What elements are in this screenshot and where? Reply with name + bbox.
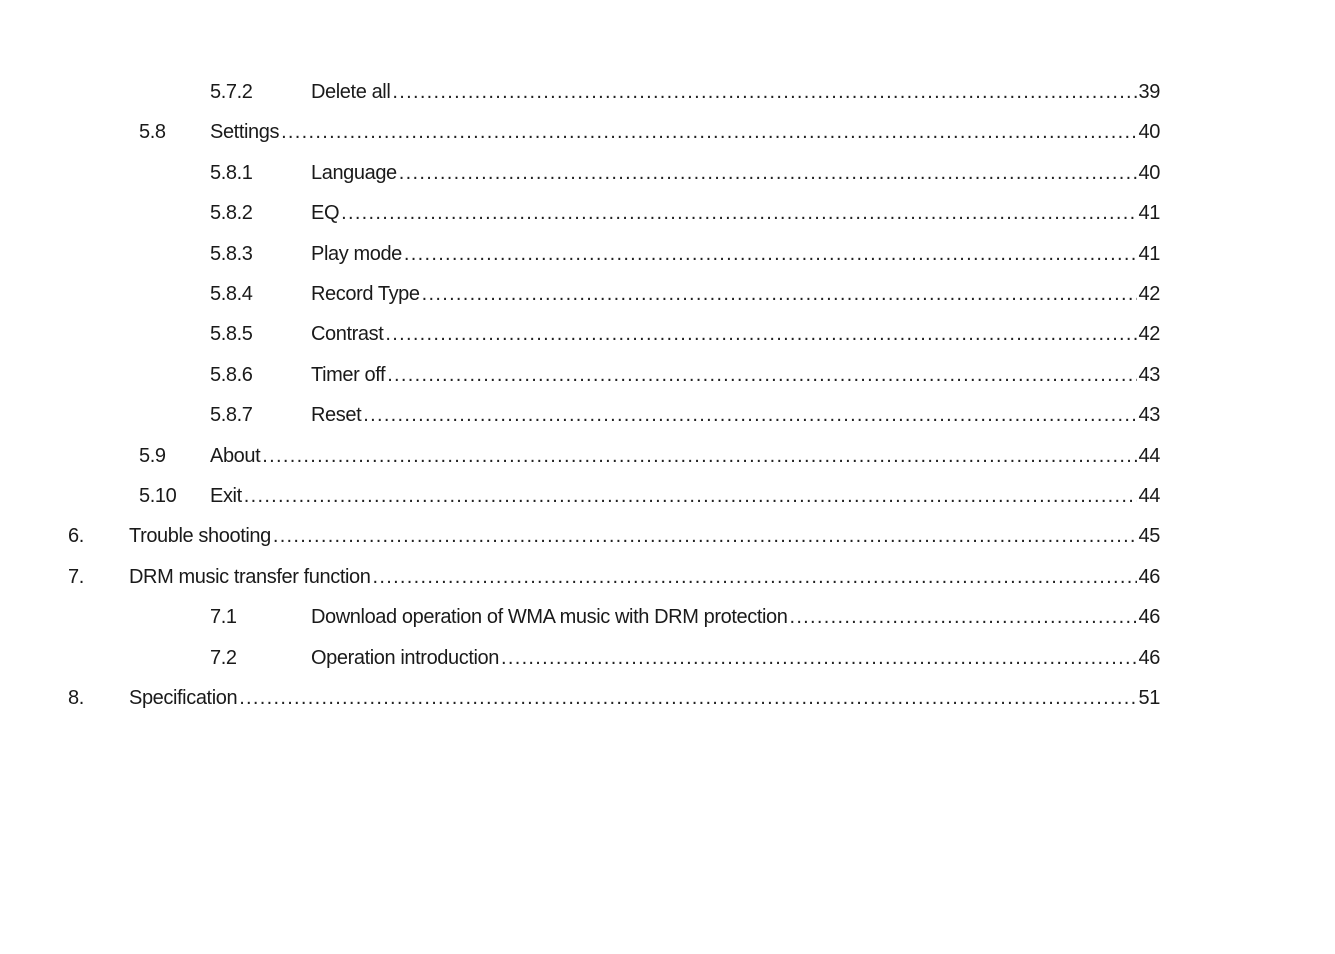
toc-entry-page-number: 51: [1138, 687, 1160, 709]
toc-entry[interactable]: [210, 319, 1160, 349]
dot-leader: [392, 77, 1136, 107]
dot-leader: [341, 198, 1136, 228]
toc-entry-title: Delete all: [311, 81, 391, 103]
dot-leader: [363, 400, 1136, 430]
toc-entry-number: 6.: [68, 525, 84, 548]
toc-entry-page-number: 40: [1138, 121, 1160, 144]
dot-leader: [273, 521, 1137, 551]
toc-entry-page-number: 43: [1138, 404, 1160, 427]
dot-leader: [501, 643, 1137, 673]
toc-entry-title: Download operation of WMA music with DRM protection: [311, 606, 788, 629]
toc-entry-number: 5.9: [139, 444, 166, 467]
toc-entry-number: 7.: [68, 565, 84, 588]
toc-entry-page-number: 46: [1138, 565, 1160, 588]
toc-entry-number: 5.8.6: [210, 363, 253, 386]
toc-entry[interactable]: [139, 117, 1160, 147]
toc-entry-title: Contrast: [311, 323, 384, 346]
toc-entry-title: About: [210, 444, 261, 467]
toc-entry-number: 5.8.1: [210, 161, 253, 184]
toc-entry-title: EQ: [311, 202, 340, 225]
toc-entry-title: Settings: [210, 121, 280, 144]
toc-entry-number: 7.1: [210, 606, 237, 629]
toc-entry-title: DRM music transfer function: [129, 565, 371, 588]
toc-entry-number: 5.8.4: [210, 283, 253, 305]
toc-entry-number: 5.10: [139, 485, 177, 507]
dot-leader: [239, 683, 1136, 713]
toc-entry[interactable]: [139, 441, 1160, 471]
dot-leader: [385, 319, 1136, 349]
dot-leader: [422, 279, 1137, 309]
toc-entry-number: 5.8.3: [210, 242, 253, 265]
toc-entry-title: Record Type: [311, 283, 420, 305]
toc-entry[interactable]: [210, 360, 1160, 390]
toc-entry-number: 7.2: [210, 646, 237, 669]
toc-entry[interactable]: [210, 198, 1160, 228]
toc-entry-number: 8.: [68, 687, 84, 709]
toc-entry-number: 5.8.7: [210, 404, 253, 427]
toc-entry-number: 5.8: [139, 121, 166, 144]
toc-entry[interactable]: [210, 643, 1160, 673]
toc-entry-page-number: 42: [1138, 283, 1160, 305]
toc-entry-page-number: 40: [1138, 161, 1160, 184]
toc-entry[interactable]: [210, 77, 1160, 107]
toc-entry[interactable]: [68, 521, 1160, 551]
toc-entry-title: Specification: [129, 687, 238, 709]
dot-leader: [262, 441, 1136, 471]
toc-entry[interactable]: [210, 158, 1160, 188]
toc-entry-page-number: 46: [1138, 606, 1160, 629]
toc-entry-number: 5.8.2: [210, 202, 253, 225]
toc-entry-title: Reset: [311, 404, 362, 427]
toc-entry-title: Language: [311, 161, 397, 184]
toc-entry[interactable]: [210, 239, 1160, 269]
dot-leader: [281, 117, 1136, 147]
toc-entry[interactable]: [210, 400, 1160, 430]
toc-entry-title: Play mode: [311, 242, 402, 265]
toc-entry[interactable]: [210, 279, 1160, 309]
toc-entry[interactable]: [139, 481, 1160, 511]
toc-entry-page-number: 45: [1138, 525, 1160, 548]
toc-entry-page-number: 41: [1138, 202, 1160, 225]
dot-leader: [373, 562, 1137, 592]
toc-entry-page-number: 44: [1138, 485, 1160, 507]
toc-entry-page-number: 39: [1138, 81, 1160, 103]
dot-leader: [399, 158, 1137, 188]
toc-entry-title: Trouble shooting: [129, 525, 271, 548]
dot-leader: [244, 481, 1137, 511]
toc-entry-page-number: 41: [1138, 242, 1160, 265]
toc-entry-page-number: 43: [1138, 363, 1160, 386]
toc-entry[interactable]: [68, 562, 1160, 592]
toc-entry-page-number: 46: [1138, 646, 1160, 669]
toc-entry-title: Operation introduction: [311, 646, 499, 669]
toc-entry[interactable]: [210, 602, 1160, 632]
dot-leader: [404, 239, 1137, 269]
toc-entry[interactable]: [68, 683, 1160, 713]
toc-entry-page-number: 44: [1138, 444, 1160, 467]
toc-entry-page-number: 42: [1138, 323, 1160, 346]
toc-entry-title: Timer off: [311, 363, 386, 386]
toc-entry-number: 5.7.2: [210, 81, 253, 103]
toc-entry-title: Exit: [210, 485, 242, 507]
dot-leader: [789, 602, 1136, 632]
toc-entry-number: 5.8.5: [210, 323, 253, 346]
dot-leader: [387, 360, 1136, 390]
